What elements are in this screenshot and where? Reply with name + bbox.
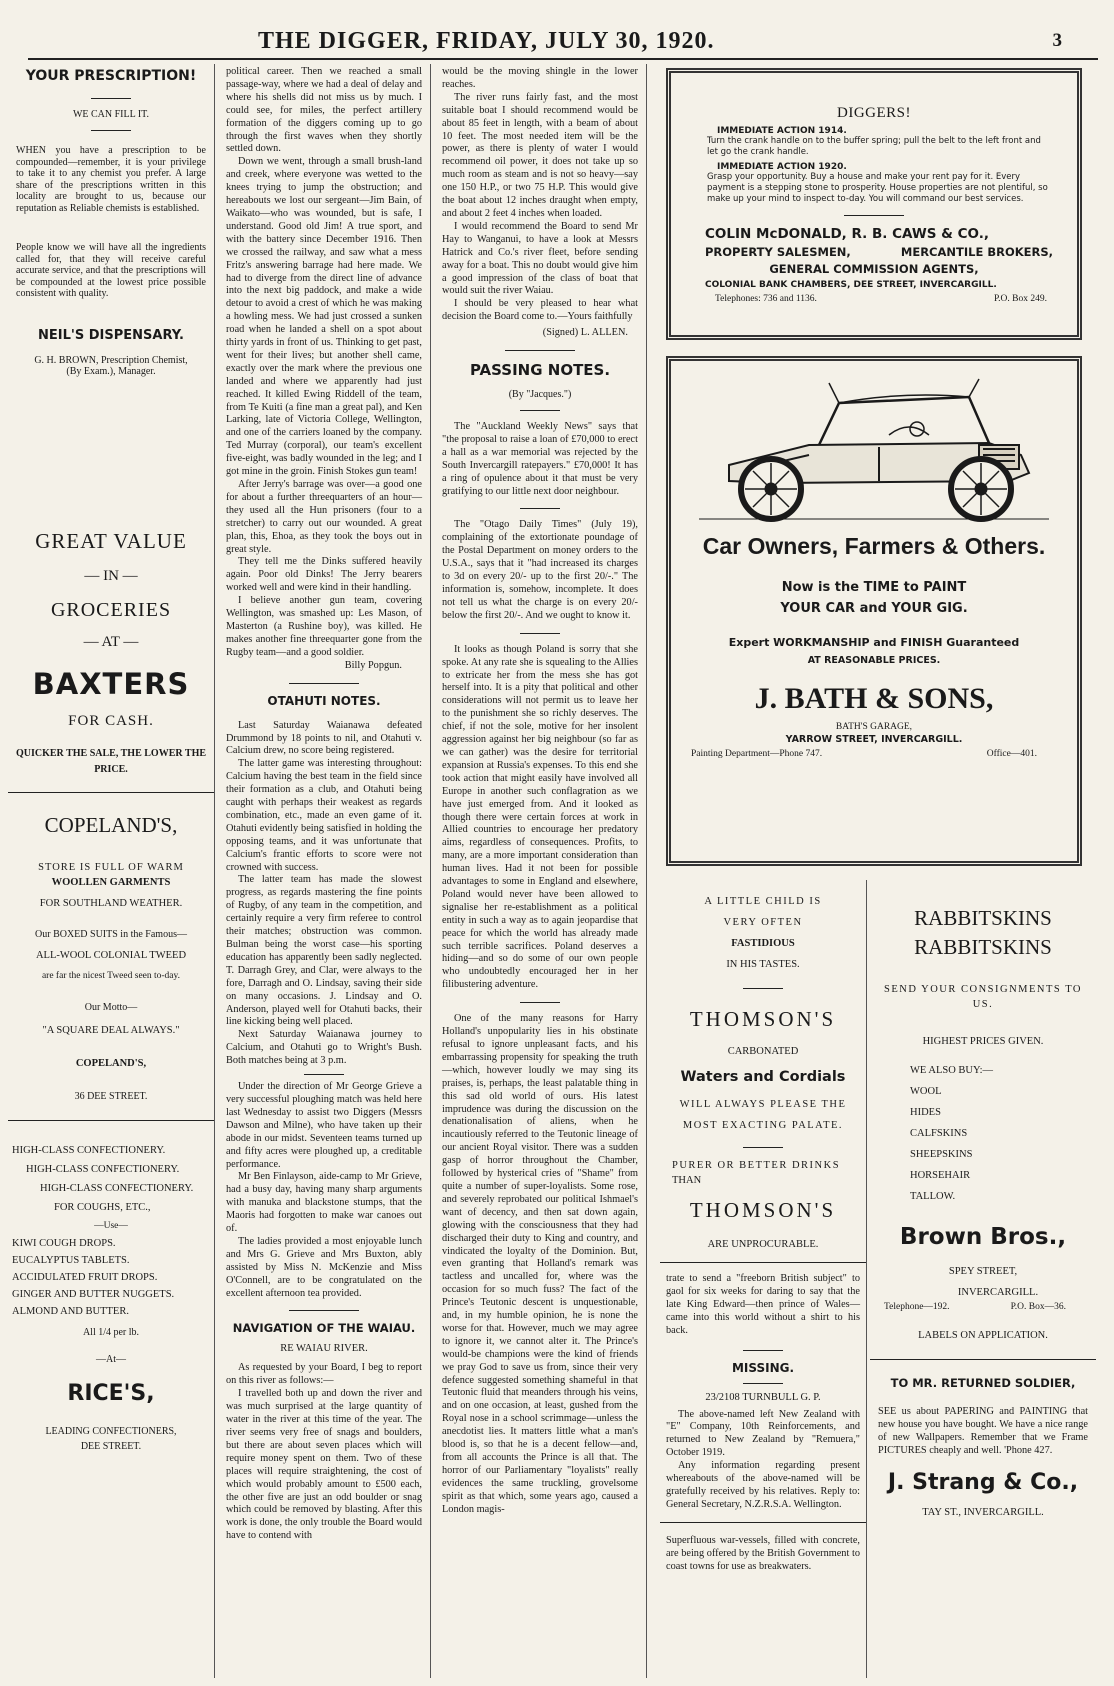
article-paragraph: After Jerry's barrage was over—a good one for about a further threequarters of an hour—they used all the Hun prisoners (four to a stretcher) to carry out our wounded. A great plan, this, Ehoa, as they took the boys out in great style. xyxy=(226,479,422,555)
article-paragraph: The ladies provided a most enjoyable lunch and Mrs G. Grieve and Mrs Buxton, ably assisted by Miss N. McKenzie and Miss O'Connell, are to be congratulated on the excellent afternoon tea provided. xyxy=(226,1235,422,1299)
divider xyxy=(743,1383,783,1384)
divider xyxy=(505,350,575,351)
returned-soldier-title: TO MR. RETURNED SOLDIER, xyxy=(890,1376,1076,1390)
divider xyxy=(870,1359,1096,1360)
diggers-contact xyxy=(681,294,1067,304)
hc-at: —At— xyxy=(96,1353,126,1365)
hc-item-1: KIWI COUGH DROPS. xyxy=(12,1237,116,1249)
agency-row xyxy=(681,245,1067,259)
hc-line-3: HIGH-CLASS CONFECTIONERY. xyxy=(40,1182,194,1194)
thomsons-title-2: THOMSON'S xyxy=(689,1198,837,1222)
bath-ad xyxy=(666,356,1082,866)
column-4 xyxy=(656,64,1096,1678)
telephones: Telephones: 736 and 1136. xyxy=(715,294,817,304)
carbonated: CARBONATED xyxy=(727,1046,799,1057)
neil-exam: (By Exam.), Manager. xyxy=(66,365,156,377)
car-your: YOUR CAR and YOUR GIG. xyxy=(780,601,968,616)
bath-address: YARROW STREET, INVERCARGILL. xyxy=(785,734,963,745)
neils-dispensary: NEIL'S DISPENSARY. xyxy=(38,327,184,343)
signature: Billy Popgun. xyxy=(344,659,402,671)
divider xyxy=(660,1262,866,1263)
article-paragraph: As requested by your Board, I beg to report on this river as follows:— xyxy=(226,1362,422,1387)
article-paragraph: Any information regarding present whereabouts of the above-named will be gratefully received by his relatives. Reply to: General Secretary, N.Z.R.S.A. Wellington. xyxy=(666,1460,860,1510)
hc-item-3: ACCIDULATED FRUIT DROPS. xyxy=(12,1271,158,1283)
car-illustration xyxy=(689,373,1059,523)
article-paragraph: I travelled both up and down the river and was much surprised at the large quantity of water in the river at this time of the year. The river seems very free of snags and boulders, but there are about seven places which will require money spent on them. Two of these places will require straightening, the cost of which would probably amount to £500 each, the other five are just an odd boulder or snag which could be removed by blasting. After this work is done, the only trouble the Board would have to contend with xyxy=(226,1388,422,1542)
rabbitskins-column xyxy=(870,880,1096,1678)
highest-prices: HIGHEST PRICES GIVEN. xyxy=(922,1036,1044,1047)
copelands-title: COPELAND'S, xyxy=(44,812,178,837)
child-line-1: A LITTLE CHILD IS xyxy=(704,896,822,907)
divider xyxy=(304,1074,344,1075)
navigation-title: NAVIGATION OF THE WAIAU. xyxy=(232,1321,416,1336)
article-paragraph: Next Saturday Waianawa journey to Calcium, and Otahuti go to Wright's Bush. Both matches being at 3 p.m. xyxy=(226,1029,422,1067)
please-line-2: MOST EXACTING PALATE. xyxy=(682,1120,844,1131)
missing-id: 23/2108 TURNBULL G. P. xyxy=(705,1391,821,1403)
child-line-2: VERY OFTEN xyxy=(723,917,803,928)
hc-price: All 1/4 per lb. xyxy=(82,1326,140,1338)
article-paragraph: One of the many reasons for Harry Holland's unpopularity lies in his obstinate refusal to ignore unpleasant facts, and his embarrassing propensity for speaking the truth—which, however loudly we may sing its praises, is, perhaps, the least palatable thing in this sad old world of ours. His latest imprudence was during the discussion on the denationalisation of aliens, when he incautiously referred to the Teutonic lineage of our ancient Royal visitor. There was a sudden gasp of horror throughout the Chamber, followed by hysterical cries of "Shame" from quite a number of super-loyalists. Some rose, and severely reprobated our political Ishmael's want of decency, and then sat down again, glowing with the consciousness that they had discharged their duty to King and country, and vindicated the loyalty of the Dominion. But, even granting that Holland's remark was tactless and uncalled for, where was the occasion for so much fuss? The fact of the Prince's Teutonic descent is unquestionable, and, in my humble opinion, he is none the worse for that. However, much we may agree to ignore it, we cannot alter it. The Prince's would-be champions were the kind of friends we pray God to save us from, since their very defence suggested something shameful in that Teutonic fluid that meanders through his veins, and on one occasion, at least, gushed from the Royal nose in a school scrimmage—unless the anecdotist lies. It matters little what a man's blood is, so that he is a decent fellow—and, from all accounts the Prince is all that. The horror of our Parliamentary "loyalists" really evidences the same truckling, grovelsome spirit as that which, some years ago, caused a London magis- xyxy=(442,1013,638,1515)
strang-address: TAY ST., INVERCARGILL. xyxy=(922,1506,1044,1518)
prescription-sub: WE CAN FILL IT. xyxy=(72,109,150,120)
rices-leading: LEADING CONFECTIONERS, xyxy=(45,1425,177,1437)
article-paragraph: The river runs fairly fast, and the most suitable boat I should recommend would be about 85 feet in length, with a beam of about 10 feet. The most needed item will be the power, as there is plenty of water I would recommend oil power, it does not take up so much room as steam and is not so heavy—say one 150 H.P., or two 75 H.P. This would give the boat about 12 inches draught when empty, and about 2 feet 4 inches when loaded. xyxy=(442,91,638,219)
divider xyxy=(91,130,131,131)
article-paragraph: They tell me the Dinks suffered heavily again. Poor old Dinks! The Jerry bearers worked well and were kind in their handling. xyxy=(226,556,422,594)
gv-at: — AT — xyxy=(83,633,139,650)
ia-1914: IMMEDIATE ACTION 1914. xyxy=(717,126,847,136)
buy-item: WOOL xyxy=(910,1086,942,1097)
buy-item: HORSEHAIR xyxy=(910,1170,971,1181)
ia-1920-text: Grasp your opportunity. Buy a house and make your rent pay for it. Every payment is a stepping stone to prosperity. House properties are not plentiful, so make up your mind to inspect to-day. You will command our best services. xyxy=(707,172,1048,204)
hc-item-2: EUCALYPTUS TABLETS. xyxy=(12,1254,130,1266)
car-prices: AT REASONABLE PRICES. xyxy=(807,655,941,666)
gv-in: — IN — xyxy=(84,567,138,584)
article-paragraph: The above-named left New Zealand with "E" Company, 10th Reinforcements, and returned to New Zealand by "Remuera," October 1919. xyxy=(666,1408,860,1459)
column-3 xyxy=(434,64,647,1678)
spey-street: SPEY STREET, xyxy=(948,1266,1018,1277)
article-paragraph: I would recommend the Board to send Mr Hay to Wanganui, to have a look at Messrs Hatrick and Co.'s river fleet, before sending away for a boat. This no doubt would give him a good impression of the class of boat that would suit the river Waiau. xyxy=(442,220,638,297)
rabbitskins-2: RABBITSKINS xyxy=(914,935,1052,959)
bath-garage: BATH'S GARAGE, xyxy=(835,722,913,732)
brown-telephone: Telephone—192. xyxy=(884,1302,950,1312)
property-salesmen: PROPERTY SALESMEN, xyxy=(705,245,851,259)
cope-motto: Our Motto— xyxy=(84,1001,138,1013)
for-cash: FOR CASH. xyxy=(68,712,154,729)
hc-coughs: FOR COUGHS, ETC., xyxy=(54,1201,151,1213)
signature: (Signed) L. ALLEN. xyxy=(542,327,628,339)
diggers-title: DIGGERS! xyxy=(837,105,911,121)
bath-office-phone: Office—401. xyxy=(986,749,1037,759)
diggers-ad xyxy=(666,68,1082,340)
bath-name: J. BATH & SONS, xyxy=(754,682,994,715)
we-also-buy: WE ALSO BUY:— xyxy=(910,1065,994,1076)
colonial-bank: COLONIAL BANK CHAMBERS, DEE STREET, INVERCARGILL. xyxy=(705,280,997,290)
strang-name: J. Strang & Co., xyxy=(887,1469,1079,1495)
divider xyxy=(289,1310,359,1311)
page-number: 3 xyxy=(1052,30,1062,51)
divider xyxy=(520,633,560,634)
article-paragraph: The "Otago Daily Times" (July 19), complaining of the extortionate poundage of the Postal Department on money orders to the U.S.A., says that it "had increased its charges to 3d on every 20/- up to the first 20/-." The information is, somehow, incomplete. It does not tell us what the charge is on every 20/- below the first 20/-. And we ought to know it. xyxy=(442,519,638,621)
divider xyxy=(660,1522,866,1523)
unprocurable: ARE UNPROCURABLE. xyxy=(707,1239,819,1250)
colin-mcdonald: COLIN McDONALD, R. B. CAWS & CO., xyxy=(705,226,989,242)
po-box: P.O. Box 249. xyxy=(993,294,1047,304)
thomsons-column xyxy=(660,880,867,1678)
thomsons-title-1: THOMSON'S xyxy=(689,1007,837,1031)
article-paragraph: would be the moving shingle in the lower reaches. xyxy=(442,66,638,90)
bath-contact xyxy=(681,745,1067,759)
baxters: BAXTERS xyxy=(32,666,190,701)
navigation-sub: RE WAIAU RIVER. xyxy=(280,1343,368,1355)
rices-address: DEE STREET. xyxy=(80,1440,142,1452)
divider xyxy=(844,215,904,216)
hc-line-2: HIGH-CLASS CONFECTIONERY. xyxy=(26,1163,180,1175)
ia-1914-text: Turn the crank handle on to the buffer spring; pull the belt to the left front and let go the crank handle. xyxy=(707,136,1041,157)
please-line-1: WILL ALWAYS PLEASE THE xyxy=(679,1099,847,1110)
purer-line-2: THAN xyxy=(672,1175,702,1186)
missing-title: MISSING. xyxy=(731,1360,795,1375)
rices-name: RICE'S, xyxy=(67,1380,155,1406)
superfluous-text: Superfluous war-vessels, filled with concrete, are being offered by the British Government to coast towns for use as breakwaters. xyxy=(666,1534,860,1572)
child-line-3: FASTIDIOUS xyxy=(731,938,795,949)
passing-notes-title: PASSING NOTES. xyxy=(469,361,611,380)
brown-contact xyxy=(870,1300,1096,1312)
masthead xyxy=(28,28,1098,60)
cope-boxed: Our BOXED SUITS in the Famous— xyxy=(35,928,187,940)
labels-on-application: LABELS ON APPLICATION. xyxy=(918,1330,1048,1341)
column-1 xyxy=(8,64,215,1678)
divider xyxy=(743,988,783,989)
purer-line-1: PURER OR BETTER DRINKS xyxy=(672,1160,841,1171)
car-owners-title: Car Owners, Farmers & Others. xyxy=(702,533,1046,559)
divider xyxy=(8,792,214,793)
article-paragraph: political career. Then we reached a small passage-way, where we had a deal of delay and where his shells did not miss us by much. I could see, for miles, the perfect artillery formation of the diggers coming up to go through the first waves when they shortly settled down. xyxy=(226,66,422,155)
divider xyxy=(8,1120,214,1121)
otahuti-title: OTAHUTI NOTES. xyxy=(267,693,381,708)
prescription-title: YOUR PRESCRIPTION! xyxy=(25,68,197,84)
mercantile-brokers: MERCANTILE BROKERS, xyxy=(900,245,1053,259)
cope-name: COPELAND'S, xyxy=(75,1057,147,1069)
divider xyxy=(520,1002,560,1003)
article-paragraph: I should be very pleased to hear what decision the Board come to.—Yours faithfully xyxy=(442,298,638,323)
divider xyxy=(743,1350,783,1351)
brown-bros: Brown Bros., xyxy=(899,1224,1067,1250)
buy-item: TALLOW. xyxy=(910,1191,956,1202)
buy-item: HIDES xyxy=(910,1107,941,1118)
trate-text: trate to send a "freeborn British subject" to gaol for six weeks for daring to say that the late King Edward—then prince of Wales—came into this world without a shirt to his back. xyxy=(666,1273,860,1336)
send-consignments: SEND YOUR CONSIGNMENTS TO US. xyxy=(883,984,1083,1010)
divider xyxy=(289,683,359,684)
divider xyxy=(520,410,560,411)
buy-item: CALFSKINS xyxy=(910,1128,968,1139)
prescription-text-1: WHEN you have a prescription to be compounded—remember, it is your privilege to take it to any chemist you prefer. A large share of the prescriptions written in this locality are brought to us, because our reputation as Reliable chemists is established. xyxy=(16,145,206,214)
groceries: GROCERIES xyxy=(50,598,172,621)
invercargill: INVERCARGILL. xyxy=(957,1287,1039,1298)
cope-allwool: ALL-WOOL COLONIAL TWEED xyxy=(35,949,187,961)
cope-address: 36 DEE STREET. xyxy=(74,1090,148,1102)
great-value: GREAT VALUE xyxy=(35,528,187,553)
divider xyxy=(91,98,131,99)
prescription-text-2: People know we will have all the ingredients called for, that they will receive careful accurate service, and that the prescriptions will be compounded at the lowest price possible consistent with quality. xyxy=(16,242,206,299)
returned-soldier-text: SEE us about PAPERING and PAINTING that new house you have bought. We have a nice range of new Wallpapers. Remember that we Frame PICTURES cheaply and well. 'Phone 427. xyxy=(878,1406,1088,1456)
article-paragraph: Last Saturday Waianawa defeated Drummond by 18 points to nil, and Otahuti v. Calcium drew, no score being registered. xyxy=(226,719,422,757)
cope-nicest: are far the nicest Tweed seen to-day. xyxy=(41,970,181,981)
hc-line-1: HIGH-CLASS CONFECTIONERY. xyxy=(12,1144,166,1156)
article-paragraph: The latter game was interesting throughout: Calcium having the best team in the field since their formation as a club, and Otahuti being caught with perhaps their weakest as regards combination, etc., made an even game of it. Otahuti evidently being satisfied in holding the opposing teams, and it was unfortunate that Calcium's frantic efforts to score were not crowned with success. xyxy=(226,758,422,873)
waters-cordials: Waters and Cordials xyxy=(680,1069,846,1085)
hc-use: —Use— xyxy=(94,1220,128,1231)
cope-store: STORE IS FULL OF WARM xyxy=(38,861,184,873)
cope-woollen: WOOLLEN GARMENTS xyxy=(51,876,171,888)
article-paragraph: The latter team has made the slowest progress, as regards mastering the fine points of Rugby, of any team in the competition, and certainly require a very firm referee to control their matches; obstruction was common. Bulman being the worst case—his sporting education has apparently been sadly neglected. T. Darragh Grey, and Clar, were always to the fore, Darragh and O. Lindsay, saving their side on many occasions. J. Lindsay and O. Anderson, played well for Otahuti backs, their line kicking being well placed. xyxy=(226,874,422,1028)
column-2 xyxy=(218,64,431,1678)
article-paragraph: It looks as though Poland is sorry that she spoke. At any rate she is squealing to the Allies to extricate her from the mess she has got herself into. It is a pity that political and other considerations will not permit us to leave her to the punishment she so richly deserves. The chief, if not the sole, motive for her insolent aggression against her big neighbour (so far as we can gather) was the desire for territorial expansion at Russia's expenses. To this end she took action that might easily have involved all Europe in another such conflagration as we have just emerged from. And it looked as though there were certain forces at work in Allied countries to encourage her predatory aims, regardless of consequences. Profits, to many, are a more important consideration than human lives. Had it not been for possible advantages to some in England and elsewhere, Poland would never have been allowed to signalise her re-establishment as a political entity in such a way as to again jeopardise that peace for which the world has already made such terrible sacrifices. Poland deserves a hiding—and so do some of our own people who undoubtedly encouraged her in her filibustering adventure. xyxy=(442,643,638,991)
article-paragraph: Under the direction of Mr George Grieve a very successful ploughing match was held here last Wednesday to assist two Diggers (Messrs Dawson and Milne), who have taken up their abode in our midst. Seventeen teams turned up and fifty acres were ploughed up, a creditable performance. xyxy=(226,1081,422,1170)
hc-item-5: ALMOND AND BUTTER. xyxy=(12,1305,129,1317)
buy-item: SHEEPSKINS xyxy=(910,1149,973,1160)
article-paragraph: Down we went, through a small brush-land and creek, where everyone was wetted to the knees trying to jump the obstruction; and hereabouts we lost our sergeant—Jim Bain, of Waikato—who was wounded, but is safe, I understand. Good old Jim! A true sport, and with the battery since December 1916. Then we crossed the railway, and saw what a mess Fritz's answering barrage had here made. We had to diverge from the direct line of advance into the next big paddock, and make a wide detour to avoid a crest of which he was making a howling mess. We had just crossed a sunken road when he landed a shell on a spot about thirty yards in front of us. Thinking to get past, went for their lives; but another shell came, exactly over the mark where the previous one landed and where we apparently had just reached. It killed Ewing Riddell of the team, from Te Kuiti (a fine man a great pal), and Ken Larking, late of Victoria College, Wellington, and one of the carriers loaned by the company. Ted Murray (corporal), our team's excellent five-eight, was badly wounded in the leg; and I got mine in the groin. Finish Stokes gun team! xyxy=(226,156,422,478)
article-paragraph: I believe another gun team, covering Wellington, was smashed up: Les Mason, of Masterton (a Rushine boy), was killed. He makes another fine threequarter gone from the Rugby team—and a good soldier. xyxy=(226,595,422,658)
bath-painting-phone: Painting Department—Phone 747. xyxy=(691,749,823,759)
divider xyxy=(743,1147,783,1148)
car-expert: Expert WORKMANSHIP and FINISH Guaranteed xyxy=(728,636,1020,649)
quicker-sale: QUICKER THE SALE, THE LOWER THE PRICE. xyxy=(15,747,207,775)
divider xyxy=(520,508,560,509)
passing-notes-byline: (By "Jacques.") xyxy=(508,389,572,401)
article-paragraph: The "Auckland Weekly News" says that "the proposal to raise a loan of £70,000 to erect a hall as a war memorial was rejected by the South Invercargill ratepayers." £70,000! It has a ring of opulence about it that must be very gratifying to our little next door neighbour. xyxy=(442,421,638,497)
child-line-4: IN HIS TASTES. xyxy=(726,959,800,970)
commission-agents: GENERAL COMMISSION AGENTS, xyxy=(769,262,979,276)
car-now: Now is the TIME to PAINT xyxy=(781,580,967,595)
rabbitskins-1: RABBITSKINS xyxy=(914,906,1052,930)
masthead-title: THE DIGGER, FRIDAY, JULY 30, 1920. xyxy=(258,28,715,54)
cope-square: "A SQUARE DEAL ALWAYS." xyxy=(42,1024,180,1036)
brown-pobox: P.O. Box—36. xyxy=(1010,1302,1066,1312)
cope-southland: FOR SOUTHLAND WEATHER. xyxy=(39,897,183,909)
ia-1920: IMMEDIATE ACTION 1920. xyxy=(717,162,847,172)
hc-item-4: GINGER AND BUTTER NUGGETS. xyxy=(12,1288,175,1300)
article-paragraph: Mr Ben Finlayson, aide-camp to Mr Grieve, had a busy day, having many sharp arguments with manuka and blackstone stumps, that the Maoris had forgotten to make war canoes out of. xyxy=(226,1171,422,1235)
neil-manager: G. H. BROWN, Prescription Chemist, xyxy=(34,354,188,366)
